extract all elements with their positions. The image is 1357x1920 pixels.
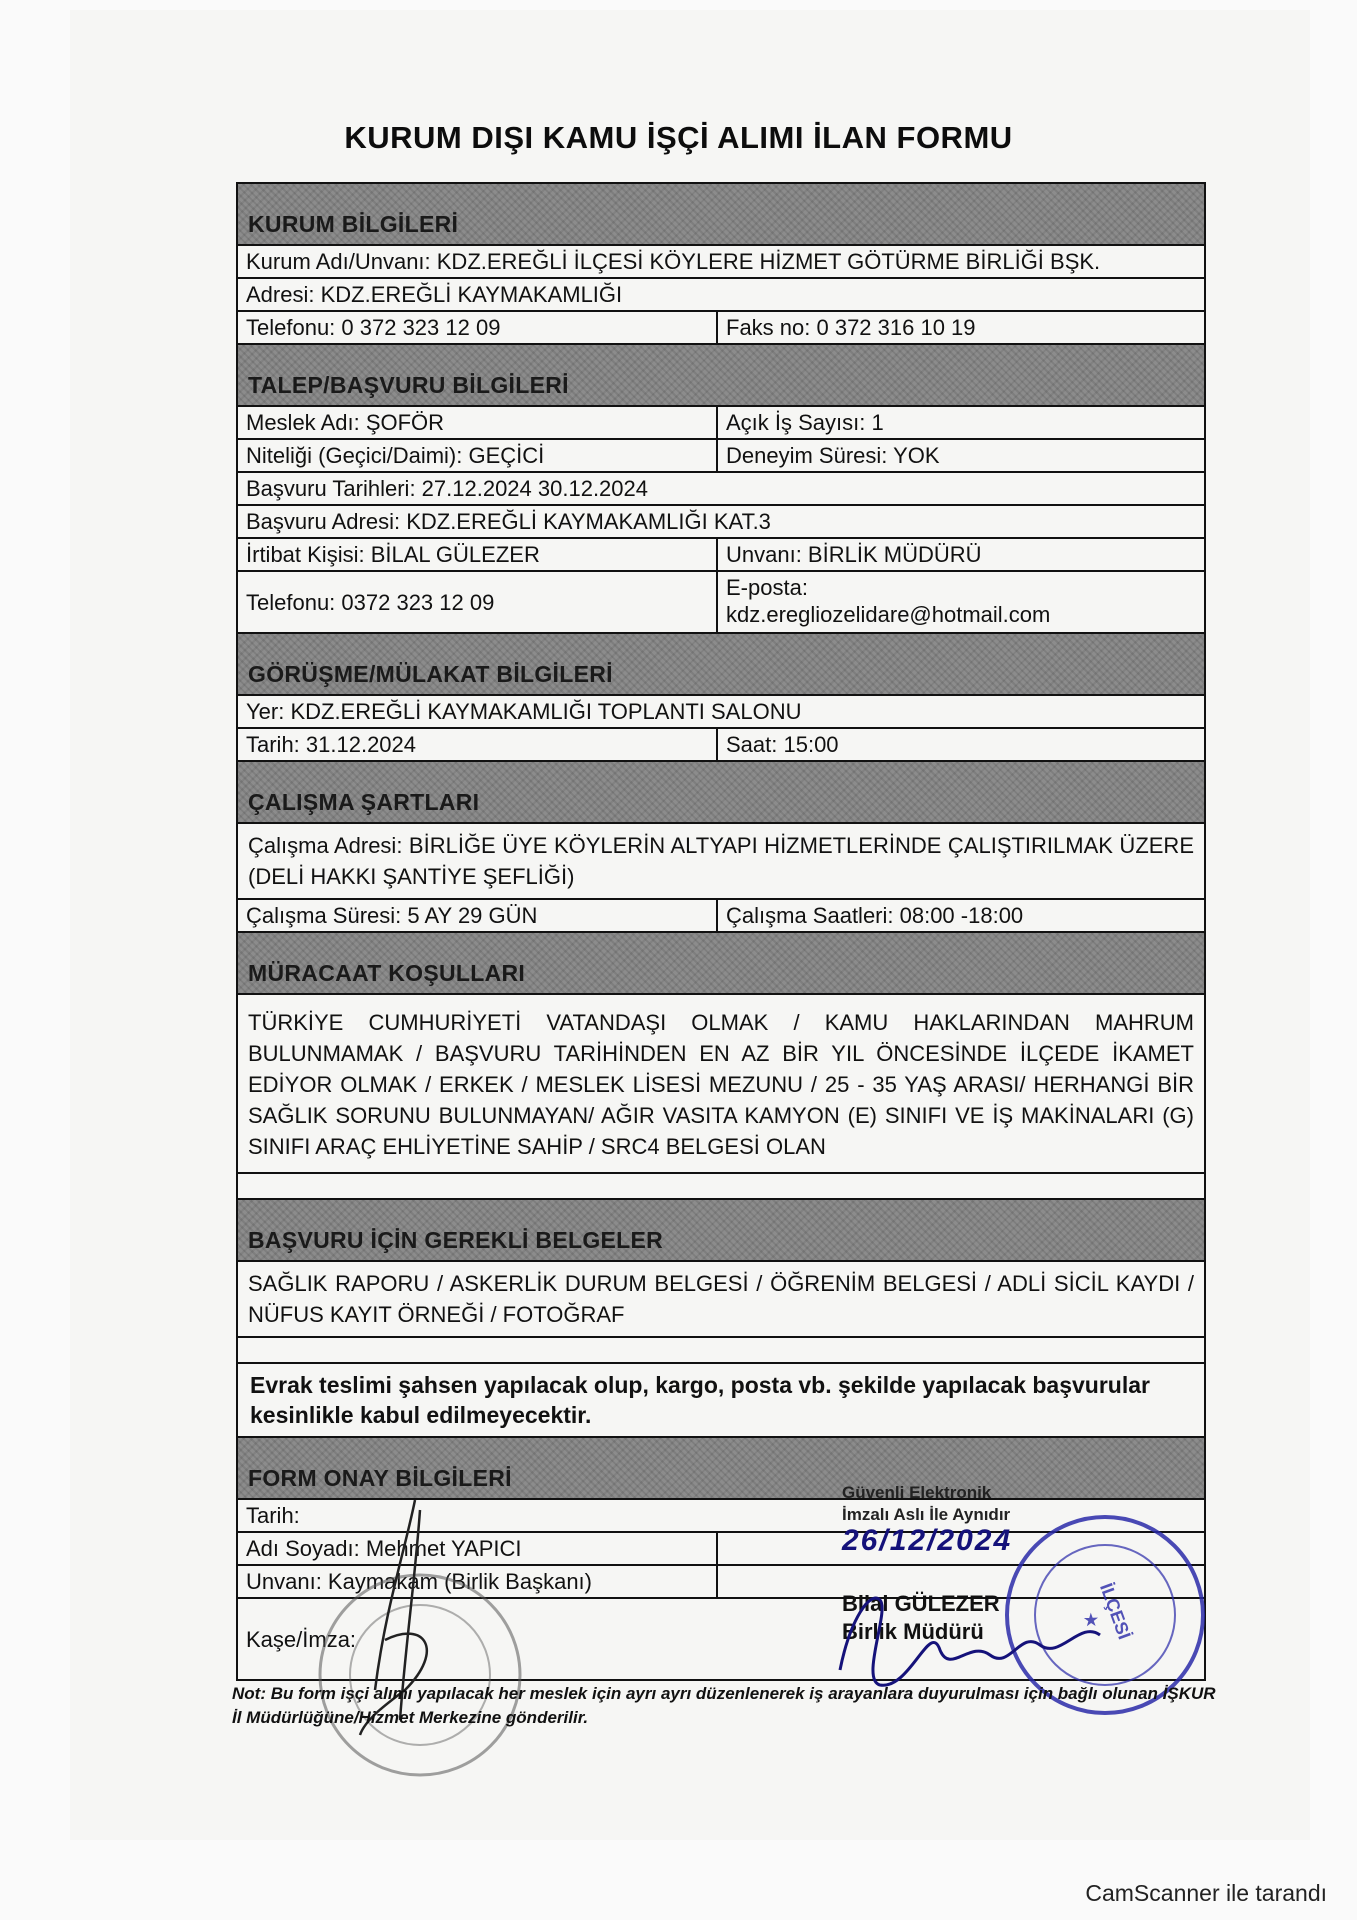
kurum-faks: Faks no: 0 372 316 10 19 bbox=[726, 315, 976, 340]
irtibat-unvani: Unvanı: BİRLİK MÜDÜRÜ bbox=[726, 542, 982, 567]
section-kurum bbox=[238, 184, 1204, 246]
approval-title: Birlik Müdürü bbox=[842, 1619, 984, 1644]
footnote: Not: Bu form işçi alımı yapılacak her meslek için ayrı ayrı düzenlenerek iş arayanlara duyurulması için bağlı olunan İŞKUR İl Müdürlüğüne/Hizmet Merkezine gönderilir. bbox=[232, 1684, 1216, 1727]
gorusme-saati: Saat: 15:00 bbox=[726, 732, 839, 757]
empty-row bbox=[238, 1338, 1204, 1362]
calisma-adresi: Çalışma Adresi: BİRLİĞE ÜYE KÖYLERİN ALTYAPI HİZMETLERİNDE ÇALIŞTIRILMAK ÜZERE (DELİ HAKKI ŞANTİYE ŞEFLİĞİ) bbox=[248, 833, 1194, 889]
section-title: TALEP/BAŞVURU BİLGİLERİ bbox=[248, 372, 569, 398]
kurum-adi: Kurum Adı/Unvanı: KDZ.EREĞLİ İLÇESİ KÖYLERE HİZMET GÖTÜRME BİRLİĞİ BŞK. bbox=[246, 249, 1101, 274]
kurum-adres: Adresi: KDZ.EREĞLİ KAYMAKAMLIĞI bbox=[246, 282, 623, 307]
eposta-address: kdz.eregliozelidare@hotmail.com bbox=[726, 602, 1051, 627]
section-talep bbox=[238, 345, 1204, 407]
svg-text:İLÇESİ: İLÇESİ bbox=[1096, 1580, 1135, 1642]
calisma-suresi: Çalışma Süresi: 5 AY 29 GÜN bbox=[238, 900, 718, 931]
section-gorusme bbox=[238, 634, 1204, 696]
basvuru-adresi: Başvuru Adresi: KDZ.EREĞLİ KAYMAKAMLIĞI KAT.3 bbox=[246, 509, 771, 534]
approval-date: 26/12/2024 bbox=[842, 1524, 1013, 1557]
section-title: BAŞVURU İÇİN GEREKLİ BELGELER bbox=[248, 1227, 664, 1253]
onay-kase: Kaşe/İmza: bbox=[246, 1626, 357, 1652]
meslek-adi: Meslek Adı: ŞOFÖR bbox=[238, 407, 718, 438]
svg-text:★: ★ bbox=[1079, 1610, 1101, 1630]
section-title: KURUM BİLGİLERİ bbox=[248, 211, 459, 237]
gerekli-belgeler: SAĞLIK RAPORU / ASKERLİK DURUM BELGESİ / ÖĞRENİM BELGESİ / ADLİ SİCİL KAYDI / NÜFUS KAYIT ÖRNEĞİ / FOTOĞRAF bbox=[248, 1271, 1194, 1327]
kurum-telefon: Telefonu: 0 372 323 12 09 bbox=[238, 312, 718, 343]
approval-line-1: Güvenli Elektronik bbox=[842, 1483, 992, 1502]
irtibat-kisisi: İrtibat Kişisi: BİLAL GÜLEZER bbox=[238, 539, 718, 570]
muracaat-kosullari: TÜRKİYE CUMHURİYETİ VATANDAŞI OLMAK / KAMU HAKLARINDAN MAHRUM BULUNMAMAK / BAŞVURU TARİHİNDEN EN AZ BİR YIL ÖNCESİNDE İLÇEDE İKAMET EDİYOR OLMAK / ERKEK / MESLEK LİSESİ MEZUNU / 25 - 35 YAŞ ARASI/ HERHANGİ BİR SAĞLIK SORUNU BULUNMAYAN/ AĞIR VASITA KAMYON (E) SINIFI VE İŞ MAKİNALARI (G) SINIFI ARAÇ EHLİYETİNE SAHİP / SRC4 BELGESİ OLAN bbox=[248, 1010, 1194, 1159]
calisma-saatleri: Çalışma Saatleri: 08:00 -18:00 bbox=[726, 903, 1024, 928]
section-title: ÇALIŞMA ŞARTLARI bbox=[248, 789, 480, 815]
section-muracaat bbox=[238, 933, 1204, 995]
approval-line-2: İmzalı Aslı İle Aynıdır bbox=[842, 1505, 1011, 1524]
eposta-label: E-posta: bbox=[726, 575, 808, 600]
approval-name: Bilal GÜLEZER bbox=[842, 1591, 1000, 1616]
scanner-watermark: CamScanner ile tarandı bbox=[1085, 1880, 1327, 1906]
acik-is-sayisi: Açık İş Sayısı: 1 bbox=[726, 410, 884, 435]
onay-adi: Adı Soyadı: Mehmet YAPICI bbox=[238, 1533, 718, 1564]
section-title: MÜRACAAT KOŞULLARI bbox=[248, 960, 526, 986]
nitelik: Niteliği (Geçici/Daimi): GEÇİCİ bbox=[238, 440, 718, 471]
announcement-form bbox=[236, 182, 1206, 1681]
onay-tarih: Tarih: bbox=[246, 1503, 300, 1528]
gorusme-tarihi: Tarih: 31.12.2024 bbox=[238, 729, 718, 760]
page-title: KURUM DIŞI KAMU İŞÇİ ALIMI İLAN FORMU bbox=[344, 120, 1013, 155]
evrak-uyari: Evrak teslimi şahsen yapılacak olup, kargo, posta vb. şekilde yapılacak başvurular kesinlikle kabul edilmeyecektir. bbox=[250, 1372, 1150, 1428]
basvuru-tarihleri: Başvuru Tarihleri: 27.12.2024 30.12.2024 bbox=[246, 476, 648, 501]
irtibat-telefon: Telefonu: 0372 323 12 09 bbox=[238, 572, 718, 632]
section-title: GÖRÜŞME/MÜLAKAT BİLGİLERİ bbox=[248, 661, 613, 687]
deneyim-suresi: Deneyim Süresi: YOK bbox=[726, 443, 940, 468]
gorusme-yeri: Yer: KDZ.EREĞLİ KAYMAKAMLIĞI TOPLANTI SALONU bbox=[246, 699, 802, 724]
eposta-cell bbox=[718, 572, 1204, 632]
section-belgeler bbox=[238, 1200, 1204, 1262]
onay-unvan: Unvanı: Kaymakam (Birlik Başkanı) bbox=[238, 1566, 718, 1597]
section-title: FORM ONAY BİLGİLERİ bbox=[248, 1465, 512, 1491]
section-calisma bbox=[238, 762, 1204, 824]
empty-row bbox=[238, 1174, 1204, 1198]
